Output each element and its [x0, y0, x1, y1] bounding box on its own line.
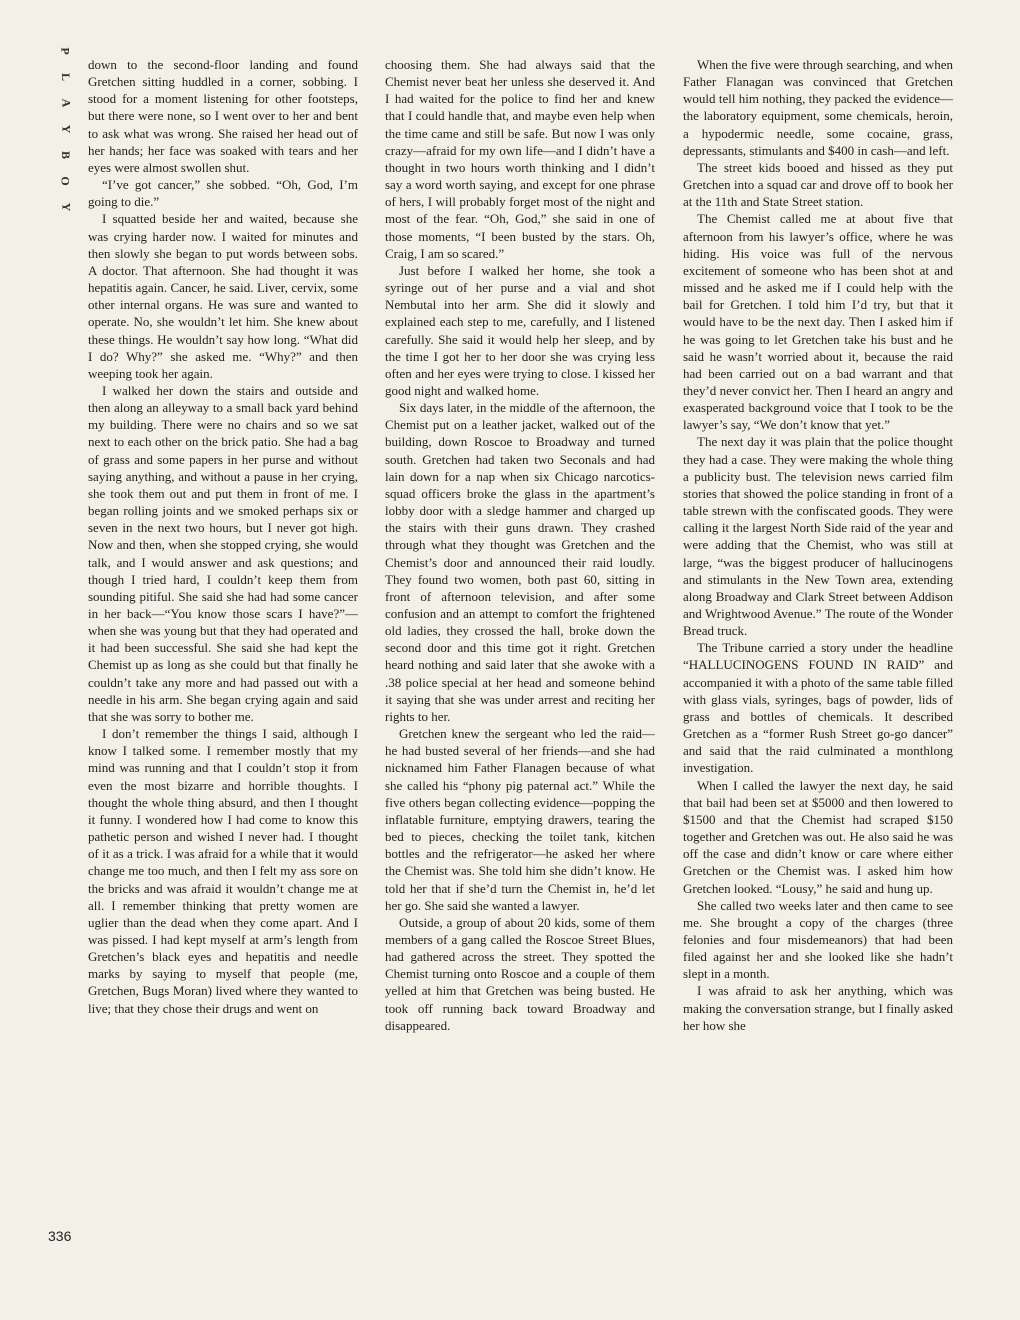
paragraph: Gretchen knew the sergeant who led the raid—he had busted several of her friends—and she had nicknamed him Father Flanagen because of what she called his “phony pig paternal act.” While the five others began collecting evidence—popping the inflatable furniture, emptying drawers, tearing the bed to pieces, checking the toilet tank, kitchen bottles and the refrigerator—he asked her where the Chemist was. She told him she didn’t know. He told her that if she’d turn the Chemist in, he’d let her go. She said she wanted a lawyer. [385, 726, 655, 913]
page-number: 336 [48, 1228, 72, 1244]
text-column-1 [88, 56, 358, 1256]
paragraph: I walked her down the stairs and outside and then along an alleyway to a small back yard behind my building. There were no chairs and so we sat next to each other on the brick patio. She had a bag of grass and some papers in her purse and without saying anything, and without a pause in her crying, she took them out and put them in front of me. I began rolling joints and we smoked perhaps six or seven in the next two hours, but I never got high. Now and then, when she stopped crying, she would talk, and I would answer and ask questions; and though I tried hard, I couldn’t keep them from sounding pitiful. She said she had had some cancer in her back—“You know those scars I have?”—when she was young but that they had operated and it had been successful. She said she had kept the Chemist up as long as she could but that finally he couldn’t take any more and had passed out with a needle in his arm. She began crying again and said that she was sorry to bother me. [88, 382, 358, 724]
magazine-name-letter: L [58, 72, 73, 82]
text-column-3 [683, 56, 953, 1256]
paragraph: I squatted beside her and waited, because she was crying harder now. I waited for minutes and then slowly she began to put words between sobs. A doctor. That afternoon. She had thought it was hepatitis again. Cancer, he said. Liver, cervix, some other internal organs. He was sure and wanted to operate. No, she wouldn’t let him. She knew about these things. He wouldn’t say how long. “What did I do? Why?” she asked me. “Why?” and then weeping took her again. [88, 211, 358, 381]
magazine-name-letter: A [58, 98, 73, 108]
paragraph: I was afraid to ask her anything, which was making the conversation strange, but I finally asked her how she [683, 983, 953, 1033]
magazine-name-vertical [58, 38, 74, 220]
paragraph: choosing them. She had always said that the Chemist never beat her unless she deserved it. And I had waited for the police to find her and knew that I could handle that, and maybe even help when the time came and still be safe. But now I was only crazy—afraid for my own life—and I didn’t have a thought in two hours worth thinking and I didn’t say a word worth saying, and except for one phrase of hers, I will probably forget most of the night and most of the fear. “Oh, God,” she said in one of those moments, “I been busted by the stars. Oh, Craig, I am so scared.” [385, 57, 655, 261]
paragraph: The Chemist called me at about five that afternoon from his lawyer’s office, where he was hiding. His voice was full of the nervous excitement of someone who has been shot at and missed and he asked me if I could help with the bail for Gretchen. I told him I’d try, but that it would have to be the next day. Then I asked him if he was going to let Gretchen take his bust and he said he wasn’t worried about it, because the raid had been carried out on a bad warrant and that they’d never convict her. Then I heard an angry and exasperated background voice that I took to be the lawyer’s say, “We don’t know that yet.” [683, 211, 953, 433]
text-column-2 [385, 56, 655, 1256]
magazine-name-letter: P [59, 47, 73, 55]
paragraph: She called two weeks later and then came to see me. She brought a copy of the charges (three felonies and four misdemeanors) that had been filed against her and she looked like she hadn’t slept in a month. [683, 897, 953, 982]
magazine-name-letter: O [59, 176, 73, 186]
paragraph: The street kids booed and hissed as they put Gretchen into a squad car and drove off to book her at the 11th and State Street station. [683, 159, 953, 210]
magazine-name-letter: Y [58, 202, 73, 212]
paragraph: When the five were through searching, and when Father Flanagan was convinced that Gretchen would tell him nothing, they packed the evidence—the laboratory equipment, some chemicals, heroin, a hypodermic needle, some cocaine, grass, depressants, stimulants and $400 in cash—and left. [683, 57, 953, 158]
paragraph: down to the second-floor landing and found Gretchen sitting huddled in a corner, sobbing. I stood for a moment listening for other footsteps, but there were none, so I went over to her and bent to ask what was wrong. She raised her head out of her hands; her face was soaked with tears and her eyes were almost swollen shut. [88, 57, 358, 175]
magazine-name-letter: Y [58, 124, 73, 134]
paragraph: Outside, a group of about 20 kids, some of them members of a gang called the Roscoe Street Blues, had gathered across the street. They spotted the Chemist turning onto Roscoe and a couple of them yelled at him that Gretchen was being busted. He took off running back toward Broadway and disappeared. [385, 914, 655, 1033]
magazine-name-letter: B [58, 150, 73, 160]
paragraph: Just before I walked her home, she took a syringe out of her purse and a vial and shot Nembutal into her arm. She did it slowly and explained each step to me, carefully, and I listened carefully. She said it would help her sleep, and by the time I got her to her door she was crying less often and her eyes were trying to close. I kissed her good night and walked home. [385, 262, 655, 398]
paragraph: I don’t remember the things I said, although I know I talked some. I remember mostly that my mind was running and that I couldn’t stop it from even the most bizarre and horrible thoughts. I thought the whole thing absurd, and then I thought it funny. I wondered how I had come to know this pathetic person and wished I never had. I thought of it as a trick. I was afraid for a while that it would change me too much, and then I felt my ass sore on the bricks and was afraid it wouldn’t change me at all. I remember thinking that pretty women are uglier than the dead when they come apart. And I was pissed. I had kept myself at arm’s length from Gretchen’s black eyes and hepatitis and needle marks by saying to myself that people (me, Gretchen, Bugs Moran) lived where they wanted to live; that they chose their drugs and went on [88, 726, 358, 1016]
paragraph: The Tribune carried a story under the headline “HALLUCINOGENS FOUND IN RAID” and accompanied it with a photo of the same table filled with glass vials, syringes, bags of powder, lids of grass and bottles of chemicals. It described Gretchen as a “former Rush Street go-go dancer” and said that the raid culminated a monthlong investigation. [683, 640, 953, 776]
paragraph: Six days later, in the middle of the afternoon, the Chemist put on a leather jacket, walked out of the building, down Roscoe to Broadway and turned south. Gretchen had taken two Seconals and had lain down for a nap when six Chicago narcotics-squad officers broke the glass in the apartment’s lobby door with a sledge hammer and charged up the stairs with their guns drawn. They crashed through what they thought was Gretchen and the Chemist’s door and announced their raid loudly. They found two women, both past 60, sitting in front of afternoon television, and after some confusion and an attempt to comfort the frightened old ladies, they crossed the hall, broke down the second door and this time got it right. Gretchen heard nothing and said later that she awoke with a .38 police special at her head and someone behind it saying that she was under arrest and reciting her rights to her. [385, 400, 655, 724]
paragraph: “I’ve got cancer,” she sobbed. “Oh, God, I’m going to die.” [88, 177, 358, 210]
paragraph: When I called the lawyer the next day, he said that bail had been set at $5000 and then lowered to $1500 and that the Chemist had scraped $150 together and Gretchen was out. He also said he was off the case and didn’t know or care where either Gretchen or the Chemist was. I asked him how Gretchen looked. “Lousy,” he said and hung up. [683, 777, 953, 896]
paragraph: The next day it was plain that the police thought they had a case. They were making the whole thing a publicity bust. The television news carried film stories that showed the police standing in front of a table strewn with the confiscated goods. They were calling it the largest North Side raid of the year and were adding that the Chemist, who was still at large, “was the biggest producer of hallucinogens and stimulants in the New Town area, extending along Broadway and Clark Street between Addison and Wrightwood Avenue.” The route of the Wonder Bread truck. [683, 434, 953, 639]
